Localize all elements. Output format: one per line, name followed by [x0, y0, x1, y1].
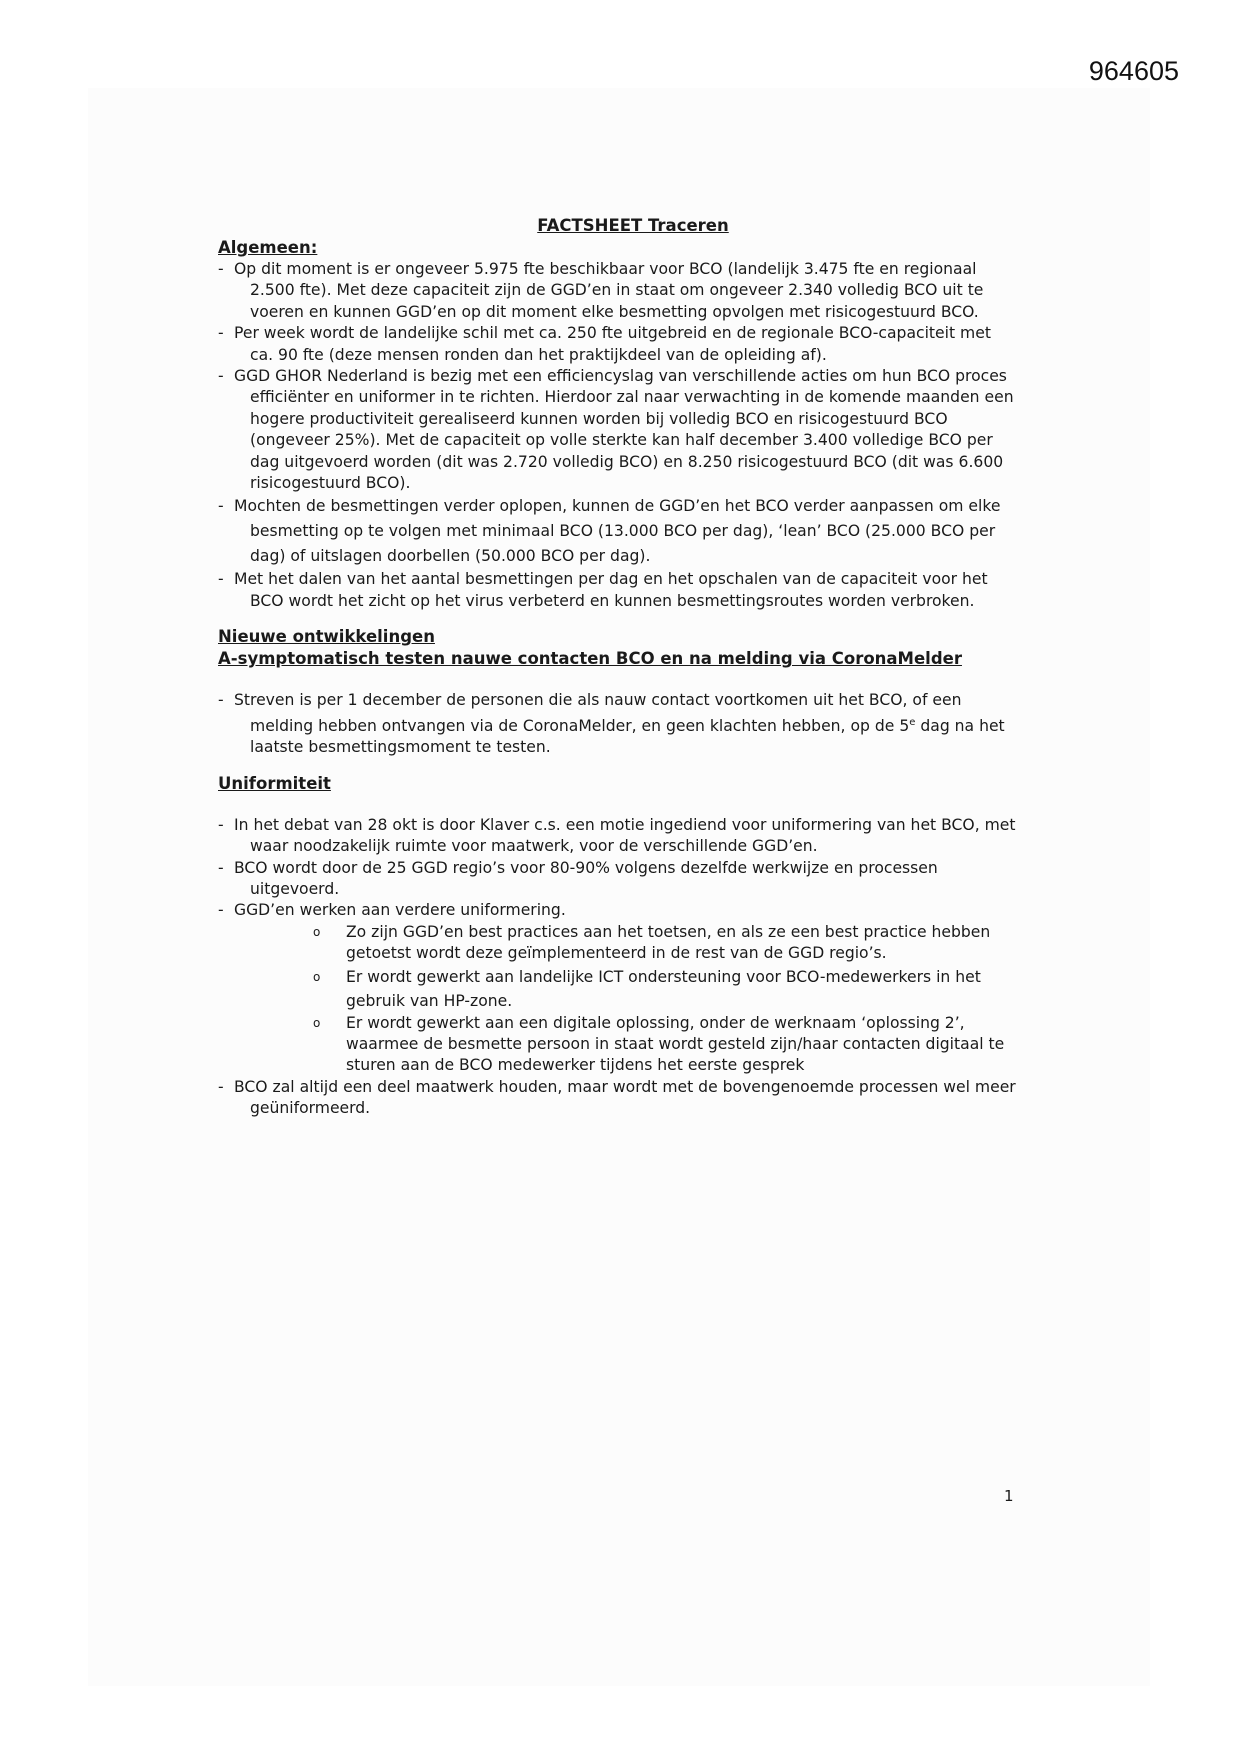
section-heading-uniformiteit: Uniformiteit [218, 773, 331, 793]
sub-list-item-text: Er wordt gewerkt aan een digitale oplossing, onder de werknaam ‘oplossing 2’, waarmee de besmette persoon in staat wordt gesteld zijn/haar contacten digitaal te sturen aan de BCO medewerker tijdens het eerste gesprek [346, 1013, 1005, 1075]
document-title: FACTSHEET Traceren [537, 216, 729, 235]
section-heading-nieuwe-ontwikkelingen: Nieuwe ontwikkelingen [218, 627, 435, 647]
circle-bullet-icon: o [313, 1015, 321, 1030]
sub-list-item [313, 965, 1018, 1013]
algemeen-list [218, 259, 1018, 612]
section-subheading-asymptomatisch: A-symptomatisch testen nauwe contacten BCO en na melding via CoronaMelder [218, 649, 962, 669]
list-item: - Met het dalen van het aantal besmettingen per dag en het opschalen van de capaciteit voor het BCO wordt het zicht op het virus verbeterd en kunnen besmettingsroutes worden verbroken. [218, 569, 1018, 612]
list-item: - Per week wordt de landelijke schil met ca. 250 fte uitgebreid en de regionale BCO-capaciteit met ca. 90 fte (deze mensen ronden dan het praktijkdeel van de opleiding af). [218, 323, 1018, 366]
list-item: - Mochten de besmettingen verder oplopen, kunnen de GGD’en het BCO verder aanpassen om elke besmetting op te volgen met minimaal BCO (13.000 BCO per dag), ‘lean’ BCO (25.000 BCO per dag) of uitslagen doorbellen (50.000 BCO per dag). [218, 494, 1018, 569]
document-body [218, 215, 1018, 1120]
list-item: - BCO wordt door de 25 GGD regio’s voor 80-90% volgens dezelfde werkwijze en processen uitgevoerd. [218, 858, 1018, 901]
circle-bullet-icon: o [313, 924, 321, 939]
list-item: - BCO zal altijd een deel maatwerk houden, maar wordt met de bovengenoemde processen wel meer geüniformeerd. [218, 1077, 1018, 1120]
superscript: e [909, 716, 916, 728]
list-item-text: dag na het laatste besmettingsmoment te testen. [250, 716, 1005, 757]
document-id: 964605 [1088, 56, 1179, 86]
sub-list-item [313, 922, 1018, 965]
sub-list-item [313, 1013, 1018, 1077]
uniformiteit-sublist [250, 922, 1018, 1077]
nieuwe-list [218, 690, 1018, 758]
circle-bullet-icon: o [313, 969, 321, 984]
list-item [218, 690, 1018, 758]
uniformiteit-list [218, 815, 1018, 1120]
list-item: - In het debat van 28 okt is door Klaver c.s. een motie ingediend voor uniformering van het BCO, met waar noodzakelijk ruimte voor maatwerk, voor de verschillende GGD’en. [218, 815, 1018, 858]
section-heading-algemeen: Algemeen: [218, 238, 318, 257]
list-item-text: Streven is per 1 december de personen die als nauw contact voortkomen uit het BCO, of een melding hebben ontvangen via de CoronaMelder, en geen klachten hebben, op de 5 [234, 691, 962, 735]
list-item: - GGD GHOR Nederland is bezig met een efficiencyslag van verschillende acties om hun BCO proces efficiënter en uniformer in te richten. Hierdoor zal naar verwachting in de komende maanden een hogere productiviteit gerealiseerd kunnen worden bij volledig BCO en risicogestuurd BCO (ongeveer 25%). Met de capaciteit op volle sterkte kan half december 3.400 volledige BCO per dag uitgevoerd worden (dit was 2.720 volledig BCO) en 8.250 risicogestuurd BCO (dit was 6.600 risicogestuurd BCO). [218, 366, 1018, 494]
sub-list-item-text: Er wordt gewerkt aan landelijke ICT ondersteuning voor BCO-medewerkers in het gebruik van HP-zone. [346, 967, 981, 1010]
page-number: 1 [1004, 1487, 1014, 1505]
list-item [218, 900, 1018, 1076]
sub-list-item-text: Zo zijn GGD’en best practices aan het toetsen, en als ze een best practice hebben getoetst wordt deze geïmplementeerd in de rest van de GGD regio’s. [346, 922, 991, 963]
list-item: - Op dit moment is er ongeveer 5.975 fte beschikbaar voor BCO (landelijk 3.475 fte en regionaal 2.500 fte). Met deze capaciteit zijn de GGD’en in staat om ongeveer 2.340 volledig BCO uit te voeren en kunnen GGD’en op dit moment elke besmetting opvolgen met risicogestuurd BCO. [218, 259, 1018, 323]
list-item-text: GGD’en werken aan verdere uniformering. [234, 901, 566, 920]
